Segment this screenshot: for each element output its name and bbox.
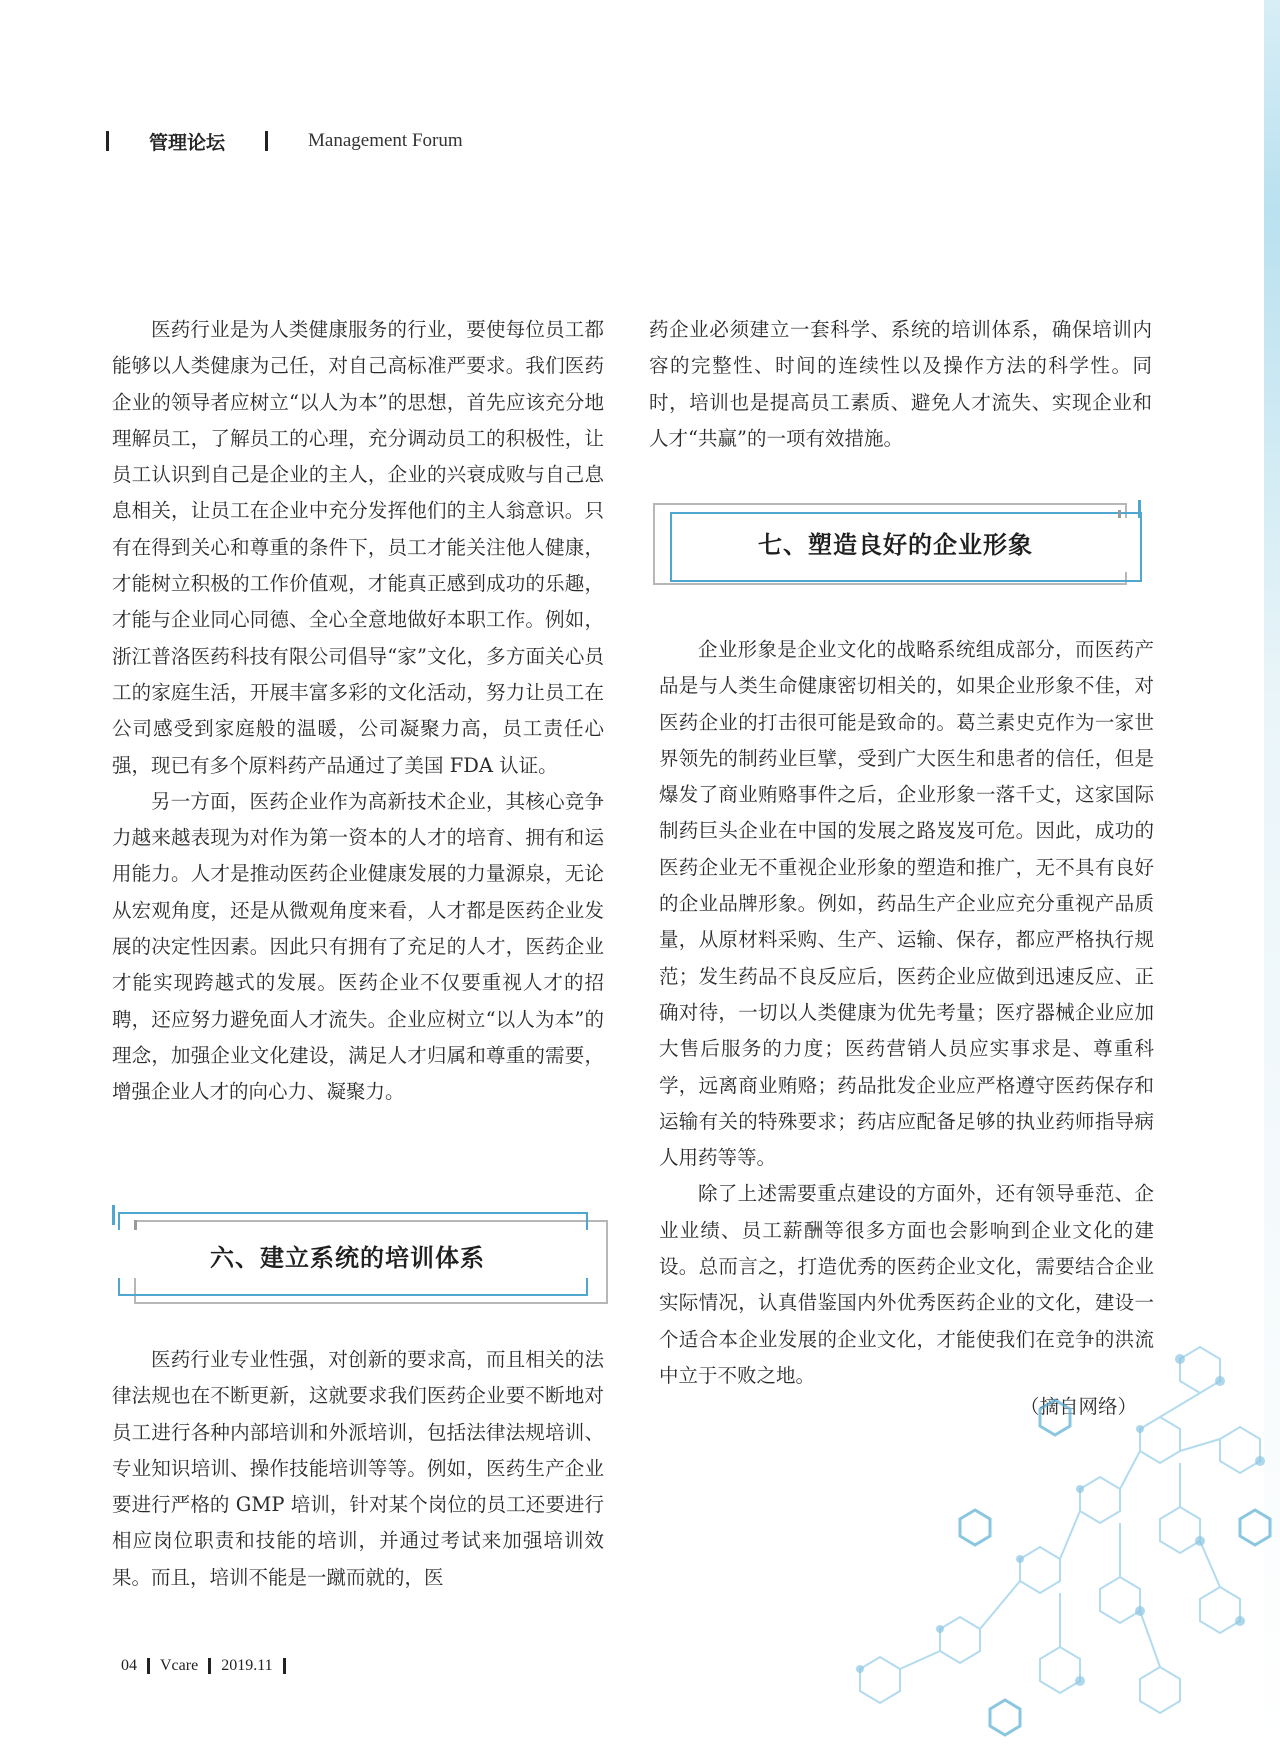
heading-tick	[112, 1205, 115, 1225]
issue-date: 2019.11	[221, 1657, 273, 1674]
running-header	[106, 126, 463, 156]
paragraph: 企业形象是企业文化的战略系统组成部分，而医药产品是与人类生命健康密切相关的，如果企业形象不佳，对医药企业的打击很可能是致命的。葛兰素史克作为一家世界领先的制药业巨擘，受到广大医生和患者的信任，但是爆发了商业贿赂事件之后，企业形象一落千丈，这家国际制药巨头企业在中国的发展之路岌岌可危。因此，成功的医药企业无不重视企业形象的塑造和推广，无不具有良好的企业品牌形象。例如，药品生产企业应充分重视产品质量，从原材料采购、生产、运输、保存，都应严格执行规范；发生药品不良反应后，医药企业应做到迅速反应、正确对待，一切以人类健康为优先考量；医疗器械企业应加大售后服务的力度；医药营销人员应实事求是、尊重科学，远离商业贿赂；药品批发企业应严格遵守医药保存和运输有关的特殊要求；药店应配备足够的执业药师指导病人用药等等。	[659, 638, 1154, 1170]
header-section-zh: 管理论坛	[149, 131, 226, 154]
magazine-name: Vcare	[160, 1657, 199, 1674]
section7-title: 七、塑造良好的企业形象	[758, 531, 1033, 559]
footer-bar	[283, 1658, 286, 1674]
right-column-body	[659, 632, 1154, 1394]
source-note: （摘自网络）	[1020, 1395, 1138, 1418]
left-column-section6-body	[112, 1342, 604, 1596]
paragraph: 药企业必须建立一套科学、系统的培训体系，确保培训内容的完整性、时间的连续性以及操作方法的科学性。同时，培训也是提高员工素质、避免人才流失、实现企业和人才“共赢”的一项有效措施。	[649, 318, 1152, 450]
footer-bar	[208, 1658, 211, 1674]
paragraph: 另一方面，医药企业作为高新技术企业，其核心竞争力越来越表现为对作为第一资本的人才的培育、拥有和运用能力。人才是推动医药企业健康发展的力量源泉，无论从宏观角度，还是从微观角度来看，人才都是医药企业发展的决定性因素。因此只有拥有了充足的人才，医药企业才能实现跨越式的发展。医药企业不仅要重视人才的招聘，还应努力避免面人才流失。企业应树立“以人为本”的理念，加强企业文化建设，满足人才归属和尊重的需要，增强企业人才的向心力、凝聚力。	[112, 789, 604, 1104]
header-bar	[265, 131, 268, 151]
left-column-body	[112, 312, 604, 1111]
footer-bar	[147, 1658, 150, 1674]
paragraph: 除了上述需要重点建设的方面外，还有领导垂范、企业业绩、员工薪酬等很多方面也会影响到企业文化的建设。总而言之，打造优秀的医药企业文化，需要结合企业实际情况，认真借鉴国内外优秀医药企业的文化，建设一个适合本企业发展的企业文化，才能使我们在竞争的洪流中立于不败之地。	[659, 1182, 1154, 1387]
molecule-decoration-icon	[660, 1319, 1280, 1749]
header-section-en: Management Forum	[308, 130, 463, 151]
header-bar	[106, 131, 109, 151]
paragraph: 医药行业专业性强，对创新的要求高，而且相关的法律法规也在不断更新，这就要求我们医药企业要不断地对员工进行各种内部培训和外派培训，包括法律法规培训、专业知识培训、操作技能培训等等。例如，医药生产企业要进行严格的 GMP 培训，针对某个岗位的员工还要进行相应岗位职责和技能的培训，并通过考试来加强培训效果。而且，培训不能是一蹴而就的，医	[112, 1348, 604, 1589]
paragraph: 医药行业是为人类健康服务的行业，要使每位员工都能够以人类健康为己任，对自己高标准严要求。我们医药企业的领导者应树立“以人为本”的思想，首先应该充分地理解员工，了解员工的心理，充分调动员工的积极性，让员工认识到自己是企业的主人，企业的兴衰成败与自己息息相关，让员工在企业中充分发挥他们的主人翁意识。只有在得到关心和尊重的条件下，员工才能关注他人健康，才能树立积极的工作价值观，才能真正感到成功的乐趣，才能与企业同心同德、全心全意地做好本职工作。例如，浙江普洛医药科技有限公司倡导“家”文化，多方面关心员工的家庭生活，开展丰富多彩的文化活动，努力让员工在公司感受到家庭般的温暖，公司凝聚力高，员工责任心强，现已有多个原料药产品通过了美国 FDA 认证。	[112, 318, 604, 777]
section6-title: 六、建立系统的培训体系	[210, 1244, 485, 1272]
page-number: 04	[121, 1657, 137, 1674]
right-column-continuation	[649, 312, 1152, 457]
heading-tick	[1138, 500, 1141, 518]
page-footer	[121, 1657, 296, 1675]
